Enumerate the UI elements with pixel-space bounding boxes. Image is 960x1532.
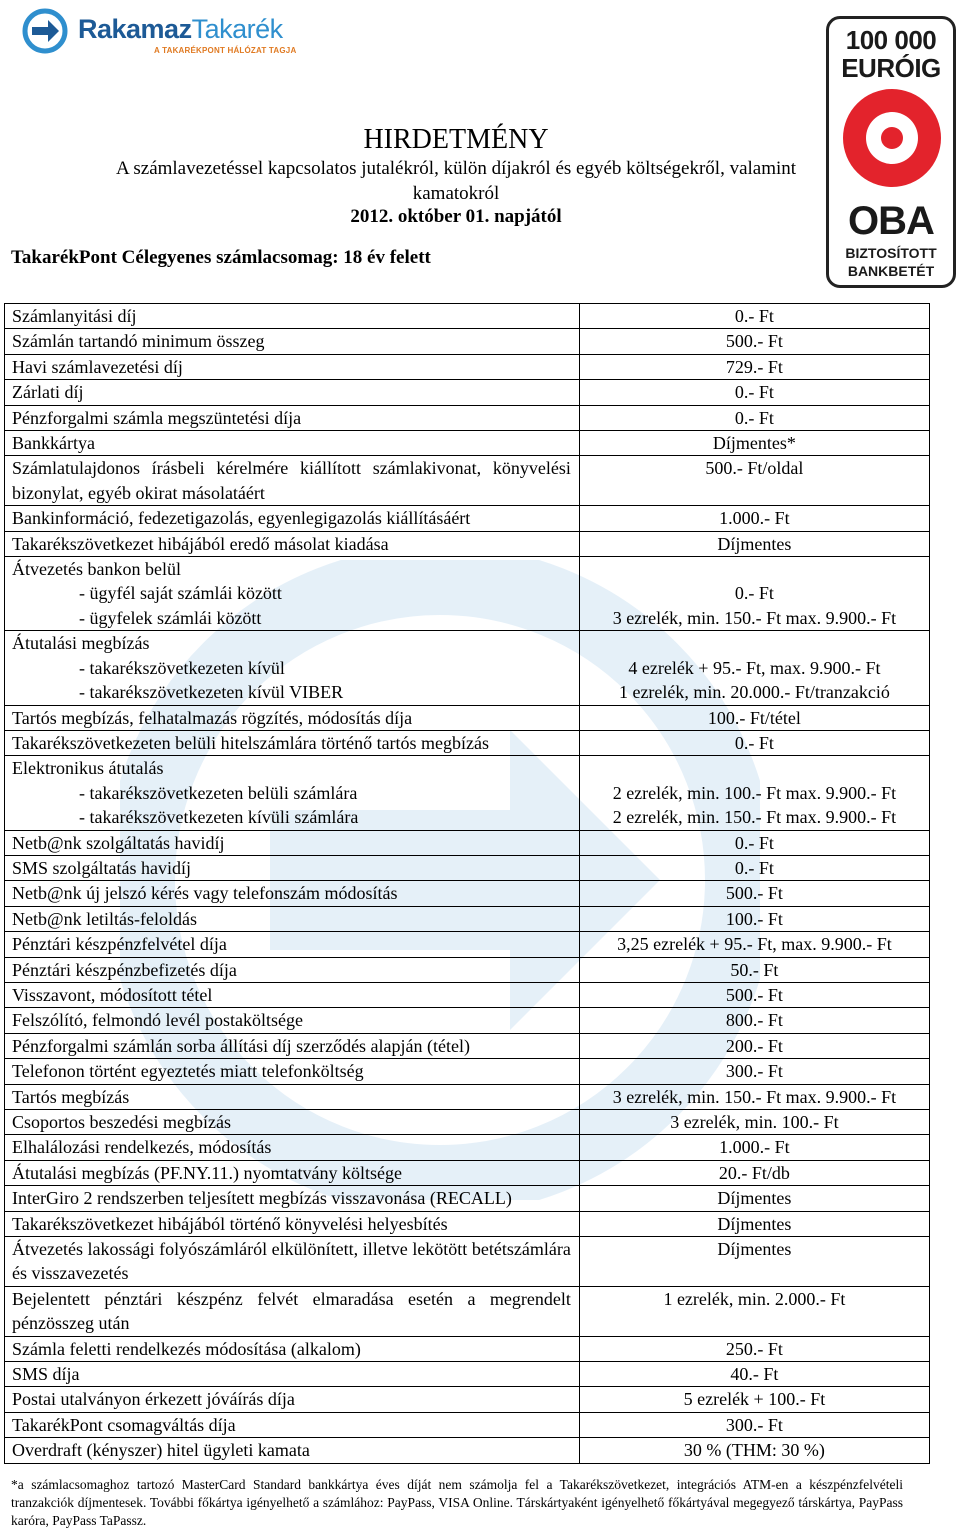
fee-label: Takarékszövetkezet hibájából történő könyvelési helyesbítés bbox=[12, 1213, 448, 1234]
fee-value-cell bbox=[579, 1387, 929, 1412]
fee-label: Bankkártya bbox=[12, 433, 95, 454]
fee-value bbox=[580, 631, 929, 655]
fee-label-cell bbox=[5, 1211, 580, 1236]
fee-value: 20.- Ft/db bbox=[718, 1162, 790, 1183]
fee-label-cell bbox=[5, 1237, 580, 1287]
fee-row bbox=[5, 1059, 930, 1084]
fee-label: Elhalálozási rendelkezés, módosítás bbox=[12, 1137, 272, 1158]
fee-label: Számlán tartandó minimum összeg bbox=[12, 331, 265, 352]
fee-label-cell bbox=[5, 304, 580, 329]
fee-value: Díjmentes bbox=[717, 1188, 792, 1209]
fee-label: Átutalási megbízás (PF.NY.11.) nyomtatvány költsége bbox=[12, 1162, 403, 1183]
fee-label-cell bbox=[5, 631, 580, 705]
footnote: *a számlacsomaghoz tartozó MasterCard Standard bankkártya éves díját nem számolja fel a Takarékszövetkezet, integrációs ATM-en a készpénzfelvételi tranzakciók díjmentesek. További főkártya igényelhető a számlához: PayPass, VISA Online. Társkártyaként igényelhető főkártyával megegyező társkártya, PayPass karóra, PayPass TaPassz. bbox=[11, 1477, 903, 1528]
page-title: HIRDETMÉNY bbox=[363, 124, 549, 155]
fee-label-cell bbox=[5, 1387, 580, 1412]
fee-label: Bankinformáció, fedezetigazolás, egyenlegigazolás kiállításáért bbox=[12, 508, 471, 529]
fee-value-cell bbox=[579, 531, 929, 556]
fee-value bbox=[580, 557, 929, 581]
fee-row bbox=[5, 329, 930, 354]
fee-value: Díjmentes bbox=[717, 533, 792, 554]
logo-tagline: A TAKARÉKPONT HÁLÓZAT TAGJA bbox=[154, 46, 297, 55]
fee-value-cell bbox=[579, 1110, 929, 1135]
fee-label: SMS díja bbox=[12, 1364, 80, 1385]
fee-row bbox=[5, 380, 930, 405]
fee-label-cell bbox=[5, 557, 580, 631]
fee-value: 0.- Ft bbox=[734, 583, 774, 604]
fee-row bbox=[5, 932, 930, 957]
fee-value: 300.- Ft bbox=[725, 1061, 783, 1082]
fee-value-cell bbox=[579, 1362, 929, 1387]
page-subtitle: A számlavezetéssel kapcsolatos jutalékról, külön díjakról és egyéb költségekről, valamint kamatokról bbox=[115, 158, 797, 204]
fee-value-cell bbox=[579, 705, 929, 730]
fee-label: Tartós megbízás bbox=[12, 1086, 130, 1107]
fee-value: 200.- Ft bbox=[725, 1035, 783, 1056]
fee-value-cell bbox=[579, 304, 929, 329]
fee-row bbox=[5, 354, 930, 379]
fee-value: 800.- Ft bbox=[725, 1010, 783, 1031]
fee-label-cell bbox=[5, 1033, 580, 1058]
fee-value bbox=[580, 756, 929, 780]
fee-value-cell bbox=[579, 1033, 929, 1058]
fee-label-cell bbox=[5, 730, 580, 755]
fee-row bbox=[5, 1412, 930, 1437]
fee-value: 250.- Ft bbox=[725, 1338, 783, 1359]
fee-row bbox=[5, 1387, 930, 1412]
fee-label: Takarékszövetkezeten belüli hitelszámlára történő tartós megbízás bbox=[12, 732, 490, 753]
fee-label: Postai utalványon érkezett jóváírás díja bbox=[12, 1389, 295, 1410]
fee-value: 500.- Ft bbox=[725, 331, 783, 352]
fee-label-cell bbox=[5, 1186, 580, 1211]
fee-row bbox=[5, 405, 930, 430]
fee-value-cell bbox=[579, 1084, 929, 1109]
fee-row bbox=[5, 631, 930, 705]
fee-value-cell bbox=[579, 1286, 929, 1336]
fee-value-cell bbox=[579, 506, 929, 531]
fee-value: 1 ezrelék, min. 2.000.- Ft bbox=[663, 1288, 846, 1309]
fee-value-cell bbox=[579, 730, 929, 755]
fee-value-cell bbox=[579, 1336, 929, 1361]
fee-value-cell bbox=[579, 957, 929, 982]
fee-label-cell bbox=[5, 1008, 580, 1033]
fee-row bbox=[5, 557, 930, 631]
fee-value-cell bbox=[579, 1438, 929, 1463]
rakamaz-logo-icon bbox=[22, 8, 68, 54]
fee-value: 5 ezrelék + 100.- Ft bbox=[683, 1389, 826, 1410]
fee-value: 0.- Ft bbox=[734, 732, 774, 753]
fee-label-cell bbox=[5, 982, 580, 1007]
fee-value-cell bbox=[579, 881, 929, 906]
fee-label-cell bbox=[5, 932, 580, 957]
fee-label: Overdraft (kényszer) hitel ügyleti kamata bbox=[12, 1440, 310, 1461]
fee-label-cell bbox=[5, 1059, 580, 1084]
fee-value: 2 ezrelék, min. 100.- Ft max. 9.900.- Ft bbox=[612, 782, 897, 803]
badge-deposit: BANKBETÉT bbox=[847, 263, 935, 279]
fee-value: 729.- Ft bbox=[725, 356, 783, 377]
effective-date: 2012. október 01. napjától bbox=[350, 206, 562, 227]
fee-label-cell bbox=[5, 756, 580, 830]
fee-label-cell bbox=[5, 354, 580, 379]
fee-label: InterGiro 2 rendszerben teljesített megbízás visszavonása (RECALL) bbox=[12, 1188, 512, 1209]
fee-value: 3,25 ezrelék + 95.- Ft, max. 9.900.- Ft bbox=[617, 934, 892, 955]
fee-row bbox=[5, 506, 930, 531]
fee-label-cell bbox=[5, 1438, 580, 1463]
fee-label-cell bbox=[5, 456, 580, 506]
fee-row bbox=[5, 1336, 930, 1361]
fee-value: 1 ezrelék, min. 20.000.- Ft/tranzakció bbox=[618, 682, 890, 703]
fee-label: Átvezetés lakossági folyószámláról elkülönített, illetve lekötött betétszámlára és visszavezetés bbox=[12, 1239, 571, 1284]
fee-row bbox=[5, 1438, 930, 1463]
fee-value-cell bbox=[579, 456, 929, 506]
fee-label: Takarékszövetkezet hibájából eredő másolat kiadása bbox=[12, 533, 389, 554]
fee-value-cell bbox=[579, 1412, 929, 1437]
fee-row bbox=[5, 1135, 930, 1160]
fee-label-cell bbox=[5, 830, 580, 855]
package-name: TakarékPont Célegyenes számlacsomag: 18 év felett bbox=[11, 247, 431, 268]
fee-label-cell bbox=[5, 1336, 580, 1361]
fee-value-cell bbox=[579, 431, 929, 456]
fee-value-cell bbox=[579, 756, 929, 830]
fee-label: Telefonon történt egyeztetés miatt telefonköltség bbox=[12, 1061, 364, 1082]
fee-label: Felszólító, felmondó levél postaköltsége bbox=[12, 1010, 303, 1031]
fee-table-body bbox=[5, 304, 930, 1464]
fee-label-cell bbox=[5, 405, 580, 430]
fee-row bbox=[5, 1186, 930, 1211]
fee-table bbox=[4, 303, 930, 1464]
fee-value: 0.- Ft bbox=[734, 832, 774, 853]
fee-label-cell bbox=[5, 506, 580, 531]
fee-row bbox=[5, 730, 930, 755]
fee-label-cell bbox=[5, 1286, 580, 1336]
fee-label: Pénztári készpénzbefizetés díja bbox=[12, 959, 237, 980]
fee-value: Díjmentes bbox=[717, 1239, 792, 1260]
fee-label: - takarékszövetkezeten kívül VIBER bbox=[79, 682, 344, 703]
fee-label-cell bbox=[5, 705, 580, 730]
fee-label-cell bbox=[5, 1160, 580, 1185]
fee-label: Zárlati díj bbox=[12, 382, 84, 403]
fee-label: Csoportos beszedési megbízás bbox=[12, 1112, 231, 1132]
fee-value-cell bbox=[579, 354, 929, 379]
fee-label-cell bbox=[5, 531, 580, 556]
fee-value-cell bbox=[579, 329, 929, 354]
fee-value: Díjmentes bbox=[717, 1213, 792, 1234]
badge-insured: BIZTOSÍTOTT bbox=[845, 245, 937, 261]
fee-row bbox=[5, 1160, 930, 1185]
fee-value: 1.000.- Ft bbox=[719, 508, 790, 529]
fee-label: SMS szolgáltatás havidíj bbox=[12, 857, 191, 878]
fee-value-cell bbox=[579, 1135, 929, 1160]
fee-label-cell bbox=[5, 906, 580, 931]
fee-label: Számla feletti rendelkezés módosítása (alkalom) bbox=[12, 1338, 361, 1359]
fee-value: 1.000.- Ft bbox=[719, 1137, 790, 1158]
rakamaz-logo bbox=[22, 8, 302, 58]
fee-value: 500.- Ft bbox=[725, 984, 783, 1005]
fee-label: Számlatulajdonos írásbeli kérelmére kiállított számlakivonat, könyvelési bizonylat, egyéb okirat másolatáért bbox=[12, 458, 571, 503]
badge-currency: EURÓIG bbox=[841, 53, 941, 83]
fee-label: Netb@nk új jelszó kérés vagy telefonszám módosítás bbox=[12, 883, 398, 904]
fee-label-cell bbox=[5, 1135, 580, 1160]
fee-value: Díjmentes* bbox=[712, 433, 796, 454]
fee-value-cell bbox=[579, 1186, 929, 1211]
fee-label-cell bbox=[5, 1110, 580, 1135]
fee-row bbox=[5, 705, 930, 730]
fee-value: 0.- Ft bbox=[734, 857, 774, 878]
fee-row bbox=[5, 304, 930, 329]
fee-row bbox=[5, 1084, 930, 1109]
fee-label-cell bbox=[5, 1362, 580, 1387]
fee-label: Bejelentett pénztári készpénz felvét elmaradása esetén a megrendelt pénzösszeg után bbox=[12, 1288, 571, 1334]
fee-row bbox=[5, 881, 930, 906]
fee-row bbox=[5, 1211, 930, 1236]
fee-label: - takarékszövetkezeten kívüli számlára bbox=[79, 807, 359, 828]
fee-value-cell bbox=[579, 557, 929, 631]
fee-value: 0.- Ft bbox=[734, 382, 774, 403]
fee-row bbox=[5, 982, 930, 1007]
fee-value: 4 ezrelék + 95.- Ft, max. 9.900.- Ft bbox=[628, 657, 881, 678]
fee-label: Számlanyitási díj bbox=[12, 306, 137, 326]
fee-label: Átutalási megbízás bbox=[12, 633, 150, 654]
fee-label: Pénzforgalmi számlán sorba állítási díj szerződés alapján (tétel) bbox=[12, 1035, 470, 1056]
fee-label-cell bbox=[5, 957, 580, 982]
fee-value-cell bbox=[579, 830, 929, 855]
fee-label: Pénztári készpénzfelvétel díja bbox=[12, 934, 227, 955]
fee-value: 3 ezrelék, min. 150.- Ft max. 9.900.- Ft bbox=[612, 1086, 897, 1107]
fee-label: Visszavont, módosított tétel bbox=[12, 984, 213, 1005]
fee-value-cell bbox=[579, 1008, 929, 1033]
fee-row bbox=[5, 1237, 930, 1287]
fee-label: Átvezetés bankon belül bbox=[12, 559, 181, 580]
fee-row bbox=[5, 756, 930, 830]
fee-row bbox=[5, 855, 930, 880]
fee-value: 500.- Ft/oldal bbox=[705, 458, 804, 479]
fee-label: Netb@nk letiltás-feloldás bbox=[12, 908, 198, 929]
fee-value: 3 ezrelék, min. 100.- Ft bbox=[670, 1112, 839, 1132]
fee-label: Havi számlavezetési díj bbox=[12, 356, 183, 377]
fee-label: - takarékszövetkezeten kívül bbox=[79, 657, 285, 678]
fee-value: 300.- Ft bbox=[725, 1414, 783, 1435]
fee-value: 0.- Ft bbox=[734, 407, 774, 428]
logo-brand bbox=[78, 14, 283, 45]
fee-label-cell bbox=[5, 881, 580, 906]
fee-value: 3 ezrelék, min. 150.- Ft max. 9.900.- Ft bbox=[612, 607, 897, 628]
fee-row bbox=[5, 1362, 930, 1387]
fee-row bbox=[5, 1286, 930, 1336]
fee-row bbox=[5, 531, 930, 556]
fee-row bbox=[5, 1110, 930, 1135]
fee-value-cell bbox=[579, 1160, 929, 1185]
fee-value-cell bbox=[579, 982, 929, 1007]
fee-label: - takarékszövetkezeten belüli számlára bbox=[79, 782, 358, 803]
fee-row bbox=[5, 957, 930, 982]
badge-oba: OBA bbox=[848, 199, 934, 243]
fee-label: Netb@nk szolgáltatás havidíj bbox=[12, 832, 225, 853]
fee-label: - ügyfél saját számlái között bbox=[79, 583, 282, 604]
fee-value: 500.- Ft bbox=[725, 883, 783, 904]
fee-value-cell bbox=[579, 1211, 929, 1236]
fee-label-cell bbox=[5, 431, 580, 456]
fee-label-cell bbox=[5, 855, 580, 880]
fee-value-cell bbox=[579, 932, 929, 957]
fee-value: 2 ezrelék, min. 150.- Ft max. 9.900.- Ft bbox=[612, 807, 897, 828]
fee-row bbox=[5, 1008, 930, 1033]
fee-row bbox=[5, 1033, 930, 1058]
fee-label-cell bbox=[5, 329, 580, 354]
fee-value-cell bbox=[579, 1059, 929, 1084]
fee-label-cell bbox=[5, 1084, 580, 1109]
fee-value: 100.- Ft/tétel bbox=[707, 707, 801, 728]
fee-value-cell bbox=[579, 1237, 929, 1287]
fee-value-cell bbox=[579, 631, 929, 705]
fee-value-cell bbox=[579, 906, 929, 931]
fee-value: 0.- Ft bbox=[734, 306, 774, 326]
fee-row bbox=[5, 906, 930, 931]
fee-value-cell bbox=[579, 405, 929, 430]
fee-label: Elektronikus átutalás bbox=[12, 758, 164, 779]
fee-row bbox=[5, 830, 930, 855]
logo-brand-part1: Rakamaz bbox=[78, 14, 192, 44]
fee-row bbox=[5, 456, 930, 506]
logo-brand-part2: Takarék bbox=[191, 14, 283, 44]
fee-value-cell bbox=[579, 855, 929, 880]
fee-value: 100.- Ft bbox=[725, 908, 783, 929]
fee-label: TakarékPont csomagváltás díja bbox=[12, 1414, 236, 1435]
fee-value: 30 % (THM: 30 %) bbox=[683, 1440, 825, 1461]
fee-value: 40.- Ft bbox=[730, 1364, 779, 1385]
fee-label: Tartós megbízás, felhatalmazás rögzítés, módosítás díja bbox=[12, 707, 413, 728]
fee-label-cell bbox=[5, 380, 580, 405]
fee-value: 50.- Ft bbox=[730, 959, 779, 980]
fee-row bbox=[5, 431, 930, 456]
badge-amount: 100 000 bbox=[845, 25, 937, 55]
fee-value-cell bbox=[579, 380, 929, 405]
fee-label-cell bbox=[5, 1412, 580, 1437]
fee-label: Pénzforgalmi számla megszüntetési díja bbox=[12, 407, 302, 428]
fee-label: - ügyfelek számlái között bbox=[79, 607, 262, 628]
